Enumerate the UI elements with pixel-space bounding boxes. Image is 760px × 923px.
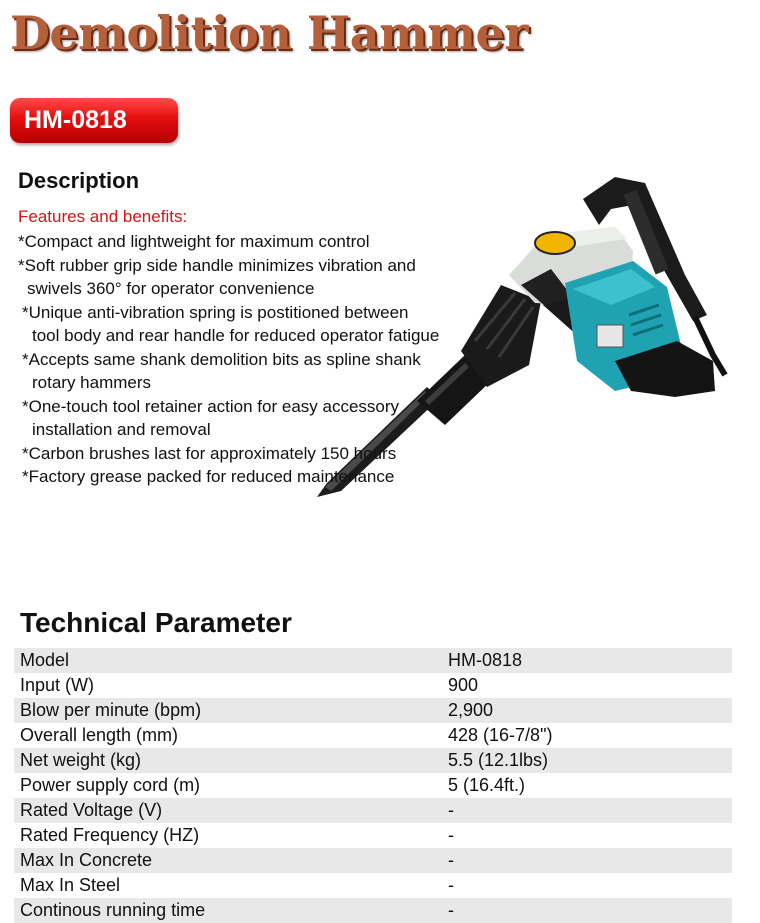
table-row [14,873,732,898]
feature-line: *Carbon brushes last for approximately 150 hours [22,443,397,463]
spec-value: 900 [448,675,479,695]
spec-value: - [448,800,454,820]
description-heading: Description [18,168,140,193]
spec-value: - [448,900,454,920]
spec-label: Max In Concrete [20,850,153,870]
table-row [14,823,732,848]
spec-label: Rated Frequency (HZ) [20,825,200,845]
spec-label: Model [20,650,70,670]
features-list [18,230,488,489]
spec-label: Blow per minute (bpm) [20,700,202,720]
feature-line: *Compact and lightweight for maximum control [18,232,370,251]
spec-value: 2,900 [448,700,494,720]
spec-value: - [448,875,454,895]
table-row [14,798,732,823]
spec-value: 428 (16-7/8") [448,725,553,745]
table-row [14,848,732,873]
spec-label: Input (W) [20,675,95,695]
spec-value: - [448,850,454,870]
feature-line: swivels 360° for operator convenience [27,279,315,298]
table-row [14,698,732,723]
table-row [14,898,732,923]
table-row [14,723,732,748]
spec-value: 5.5 (12.1lbs) [448,750,549,770]
feature-line: *Factory grease packed for reduced maintenance [22,467,395,486]
spec-label: Max In Steel [20,875,121,895]
spec-table [14,648,732,923]
spec-label: Power supply cord (m) [20,775,201,795]
model-badge: HM-0818 [10,98,178,143]
page-title: Demolition Hammer [10,6,528,60]
spec-label: Net weight (kg) [20,750,142,770]
features-label: Features and benefits: [18,207,188,226]
feature-line: *Soft rubber grip side handle minimizes vibration and [18,255,416,275]
spec-value: - [448,825,454,845]
table-row [14,748,732,773]
spec-label: Continous running time [20,900,206,920]
table-row [14,673,732,698]
technical-heading: Technical Parameter [20,607,292,638]
spec-label: Overall length (mm) [20,725,179,745]
feature-line: installation and removal [32,420,211,439]
spec-value: 5 (16.4ft.) [448,775,526,795]
feature-line: rotary hammers [32,373,152,392]
table-row [14,773,732,798]
table-row [14,648,732,673]
spec-label: Rated Voltage (V) [20,800,163,820]
feature-line: *One-touch tool retainer action for easy accessory [22,396,400,416]
spec-value: HM-0818 [448,650,523,670]
feature-line: *Unique anti-vibration spring is postitioned between [22,302,409,322]
feature-line: tool body and rear handle for reduced operator fatigue [32,326,440,345]
feature-line: *Accepts same shank demolition bits as spline shank [22,349,421,369]
